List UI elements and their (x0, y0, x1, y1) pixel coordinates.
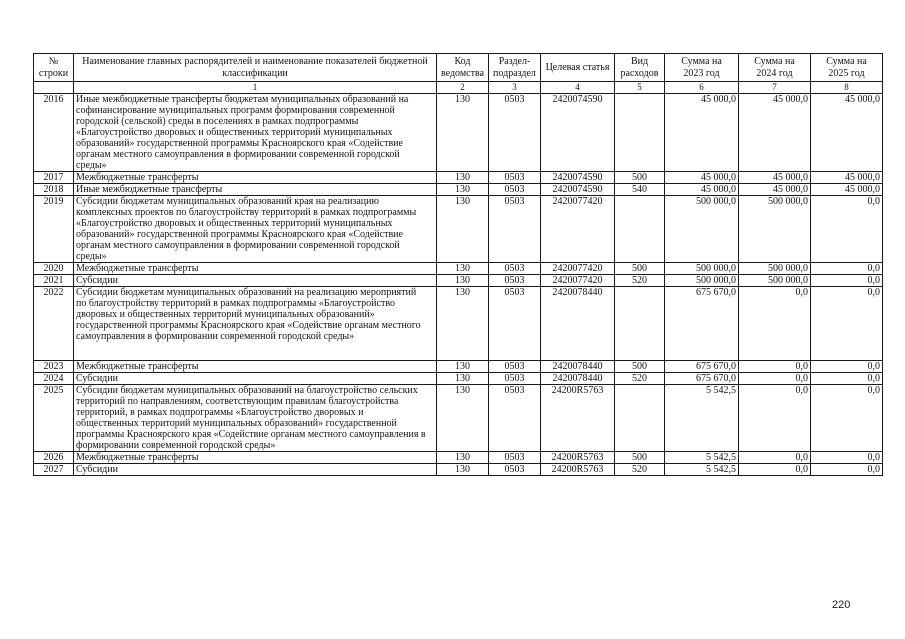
department-code-cell: 130 (437, 464, 489, 476)
expense-type-cell (615, 287, 665, 361)
row-name-cell: Межбюджетные трансферты (74, 172, 437, 184)
sum-2023-cell: 500 000,0 (665, 275, 739, 287)
header-target-article: Целевая статья (541, 54, 615, 82)
row-number-cell: 2024 (34, 373, 74, 385)
target-article-cell: 24200R5763 (541, 385, 615, 452)
column-number: 6 (665, 82, 739, 94)
expense-type-cell: 520 (615, 373, 665, 385)
row-number-cell: 2025 (34, 385, 74, 452)
row-number-cell: 2018 (34, 184, 74, 196)
sum-2023-cell: 675 670,0 (665, 373, 739, 385)
table-row (34, 452, 883, 464)
department-code-cell: 130 (437, 452, 489, 464)
department-code-cell: 130 (437, 172, 489, 184)
sum-2025-cell: 0,0 (811, 275, 883, 287)
sum-2023-cell: 500 000,0 (665, 196, 739, 263)
sum-2024-cell: 0,0 (739, 361, 811, 373)
table-row (34, 94, 883, 172)
column-number: 3 (489, 82, 541, 94)
table-body (34, 94, 883, 476)
column-number: 5 (615, 82, 665, 94)
sum-2025-cell: 0,0 (811, 452, 883, 464)
row-number-cell: 2017 (34, 172, 74, 184)
section-subsection-cell: 0503 (489, 184, 541, 196)
column-number: 2 (437, 82, 489, 94)
section-subsection-cell: 0503 (489, 287, 541, 361)
section-subsection-cell: 0503 (489, 94, 541, 172)
sum-2024-cell: 500 000,0 (739, 196, 811, 263)
sum-2023-cell: 5 542,5 (665, 464, 739, 476)
department-code-cell: 130 (437, 361, 489, 373)
section-subsection-cell: 0503 (489, 385, 541, 452)
table-row (34, 263, 883, 275)
sum-2025-cell: 0,0 (811, 464, 883, 476)
sum-2023-cell: 5 542,5 (665, 452, 739, 464)
row-number-cell: 2026 (34, 452, 74, 464)
expense-type-cell: 520 (615, 464, 665, 476)
expense-type-cell (615, 385, 665, 452)
sum-2024-cell: 45 000,0 (739, 94, 811, 172)
column-number: 7 (739, 82, 811, 94)
sum-2025-cell: 0,0 (811, 196, 883, 263)
target-article-cell: 2420078440 (541, 287, 615, 361)
table-header (34, 54, 883, 94)
row-number-cell: 2019 (34, 196, 74, 263)
header-department-code: Код ведомства (437, 54, 489, 82)
sum-2023-cell: 675 670,0 (665, 361, 739, 373)
sum-2024-cell: 500 000,0 (739, 263, 811, 275)
target-article-cell: 2420078440 (541, 361, 615, 373)
sum-2024-cell: 0,0 (739, 452, 811, 464)
section-subsection-cell: 0503 (489, 275, 541, 287)
header-section-subsection: Раздел- подраздел (489, 54, 541, 82)
row-name-cell: Субсидии (74, 275, 437, 287)
row-name-cell: Иные межбюджетные трансферты (74, 184, 437, 196)
department-code-cell: 130 (437, 263, 489, 275)
section-subsection-cell: 0503 (489, 263, 541, 275)
column-number-empty (34, 82, 74, 94)
table-row (34, 373, 883, 385)
table-row (34, 464, 883, 476)
sum-2024-cell: 0,0 (739, 373, 811, 385)
row-name-cell: Межбюджетные трансферты (74, 263, 437, 275)
expense-type-cell: 500 (615, 263, 665, 275)
sum-2025-cell: 0,0 (811, 385, 883, 452)
table-row (34, 172, 883, 184)
expense-type-cell (615, 94, 665, 172)
sum-2024-cell: 45 000,0 (739, 172, 811, 184)
sum-2023-cell: 45 000,0 (665, 184, 739, 196)
header-sum-2024: Сумма на 2024 год (739, 54, 811, 82)
sum-2025-cell: 0,0 (811, 361, 883, 373)
table-row (34, 287, 883, 361)
table-row (34, 385, 883, 452)
row-number-cell: 2023 (34, 361, 74, 373)
row-name-cell: Межбюджетные трансферты (74, 452, 437, 464)
department-code-cell: 130 (437, 94, 489, 172)
header-row-number: № строки (34, 54, 74, 82)
target-article-cell: 2420077420 (541, 275, 615, 287)
sum-2024-cell: 0,0 (739, 385, 811, 452)
sum-2024-cell: 0,0 (739, 464, 811, 476)
row-number-cell: 2016 (34, 94, 74, 172)
page-number: 220 (832, 599, 851, 611)
department-code-cell: 130 (437, 287, 489, 361)
sum-2024-cell: 500 000,0 (739, 275, 811, 287)
header-sum-2025: Сумма на 2025 год (811, 54, 883, 82)
expense-type-cell: 520 (615, 275, 665, 287)
section-subsection-cell: 0503 (489, 196, 541, 263)
budget-table (33, 53, 883, 476)
row-name-cell: Субсидии бюджетам муниципальных образований края на реализацию комплексных проектов по благоустройству территорий в рамках подпрограммы «Благоустройство дворовых и общественных территорий муниципальных образований» государственной программы Красноярского края «Содействие органам местного самоуправления в формировании современной городской среды» (74, 196, 437, 263)
target-article-cell: 2420077420 (541, 263, 615, 275)
row-name-cell: Субсидии (74, 373, 437, 385)
row-number-cell: 2021 (34, 275, 74, 287)
sum-2025-cell: 0,0 (811, 263, 883, 275)
expense-type-cell (615, 196, 665, 263)
header-name: Наименование главных распорядителей и наименование показателей бюджетной классификации (74, 54, 437, 82)
column-number: 1 (74, 82, 437, 94)
target-article-cell: 24200R5763 (541, 452, 615, 464)
department-code-cell: 130 (437, 385, 489, 452)
sum-2025-cell: 45 000,0 (811, 172, 883, 184)
target-article-cell: 2420074590 (541, 184, 615, 196)
department-code-cell: 130 (437, 196, 489, 263)
sum-2023-cell: 45 000,0 (665, 94, 739, 172)
section-subsection-cell: 0503 (489, 373, 541, 385)
sum-2023-cell: 45 000,0 (665, 172, 739, 184)
sum-2024-cell: 0,0 (739, 287, 811, 361)
column-number-row (34, 82, 883, 94)
sum-2023-cell: 500 000,0 (665, 263, 739, 275)
sum-2025-cell: 45 000,0 (811, 184, 883, 196)
header-sum-2023: Сумма на 2023 год (665, 54, 739, 82)
header-row (34, 54, 883, 82)
sum-2025-cell: 0,0 (811, 287, 883, 361)
target-article-cell: 2420077420 (541, 196, 615, 263)
table-row (34, 196, 883, 263)
sum-2024-cell: 45 000,0 (739, 184, 811, 196)
row-name-cell: Субсидии бюджетам муниципальных образований на благоустройство сельских территорий по направлениям, соответствующим правилам благоустройства территорий, в рамках подпрограммы «Благоустройство дворовых и общественных территорий муниципальных образований» государственной программы Красноярского края «Содействие органам местного самоуправления в формировании современной городской среды» (74, 385, 437, 452)
sum-2023-cell: 5 542,5 (665, 385, 739, 452)
header-expense-type: Вид расходов (615, 54, 665, 82)
section-subsection-cell: 0503 (489, 172, 541, 184)
row-name-cell: Субсидии бюджетам муниципальных образований на реализацию мероприятий по благоустройству территорий в рамках подпрограммы «Благоустройство дворовых и общественных территорий муниципальных образований» государственной программы Красноярского края «Содействие органам местного самоуправления в формировании современной городской среды» (74, 287, 437, 361)
row-name-cell: Субсидии (74, 464, 437, 476)
department-code-cell: 130 (437, 373, 489, 385)
target-article-cell: 2420078440 (541, 373, 615, 385)
row-name-cell: Межбюджетные трансферты (74, 361, 437, 373)
table-row (34, 184, 883, 196)
target-article-cell: 2420074590 (541, 172, 615, 184)
section-subsection-cell: 0503 (489, 361, 541, 373)
table-row (34, 361, 883, 373)
expense-type-cell: 500 (615, 172, 665, 184)
sum-2025-cell: 0,0 (811, 373, 883, 385)
section-subsection-cell: 0503 (489, 452, 541, 464)
table-row (34, 275, 883, 287)
column-number: 8 (811, 82, 883, 94)
column-number: 4 (541, 82, 615, 94)
sum-2023-cell: 675 670,0 (665, 287, 739, 361)
section-subsection-cell: 0503 (489, 464, 541, 476)
expense-type-cell: 500 (615, 452, 665, 464)
row-name-cell: Иные межбюджетные трансферты бюджетам муниципальных образований на софинансирование муниципальных программ формирования современной городской (сельской) среды в поселениях в рамках подпрограммы «Благоустройство дворовых и общественных территорий муниципальных образований» государственной программы Красноярского края «Содействие органам местного самоуправления в формировании современной городской среды» (74, 94, 437, 172)
row-number-cell: 2022 (34, 287, 74, 361)
target-article-cell: 24200R5763 (541, 464, 615, 476)
row-number-cell: 2027 (34, 464, 74, 476)
row-number-cell: 2020 (34, 263, 74, 275)
department-code-cell: 130 (437, 275, 489, 287)
target-article-cell: 2420074590 (541, 94, 615, 172)
department-code-cell: 130 (437, 184, 489, 196)
expense-type-cell: 500 (615, 361, 665, 373)
sum-2025-cell: 45 000,0 (811, 94, 883, 172)
expense-type-cell: 540 (615, 184, 665, 196)
